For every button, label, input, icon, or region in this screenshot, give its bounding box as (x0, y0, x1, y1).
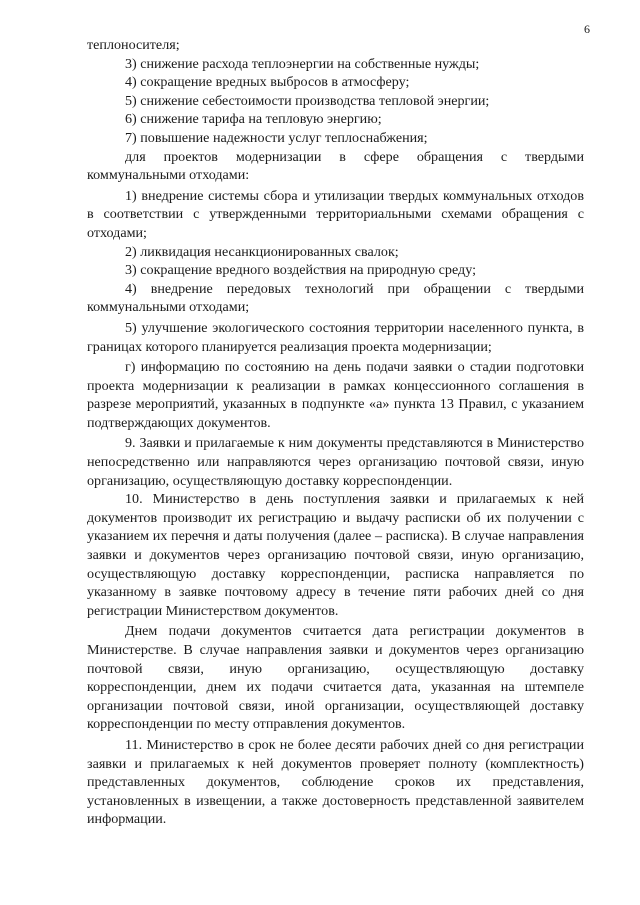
paragraph: 3) снижение расхода теплоэнергии на собственные нужды; (125, 55, 480, 72)
paragraph: 6) снижение тарифа на тепловую энергию; (125, 111, 382, 128)
paragraph: г) информацию по состоянию на день подачи заявки о стадии подготовки проекта модернизации к реализации в рамках концессионного соглашения в разрезе мероприятий, указанных в подпункте «а» пункта 13 Правил, с указанием подтверждающих документов. (87, 359, 584, 431)
document-body (87, 36, 584, 829)
paragraph: 11. Министерство в срок не более десяти рабочих дней со дня регистрации заявки и прилагаемых к ней документов проверяет полноту (комплектность) представленных документов, соблюдение сроков их представления, установленных в извещении, а также достоверность представленной заявителем информации. (87, 736, 584, 828)
page-number: 6 (584, 22, 590, 36)
paragraph: 10. Министерство в день поступления заявки и прилагаемых к ней документов производит их регистрацию и выдачу расписки об их получении с указанием их перечня и даты получения (далее – расписка). В случае направления заявки и документов через организацию почтовой связи, иную организацию, осуществляющую доставку корреспонденции, расписка направляется по указанному в заявке почтовому адресу в течение пяти рабочих дней со дня регистрации Министерством документов. (87, 491, 584, 619)
paragraph: 4) внедрение передовых технологий при обращении с твердыми коммунальными отходами; (87, 280, 584, 316)
paragraph: Днем подачи документов считается дата регистрации документов в Министерстве. В случае направления заявки и документов через организацию почтовой связи, иную организацию, осуществляющую доставку корреспонденции, днем их подачи считается дата, указанная на штемпеле организации почтовой связи, иной организации, осуществляющей доставку корреспонденции по месту отправления документов. (87, 623, 584, 733)
paragraph: 9. Заявки и прилагаемые к ним документы представляются в Министерство непосредственно или направляются через организацию почтовой связи, иную организацию, осуществляющую доставку корреспонденции. (87, 435, 584, 489)
paragraph: теплоносителя; (87, 37, 180, 53)
paragraph: 4) сокращение вредных выбросов в атмосферу; (125, 74, 410, 91)
paragraph: 3) сокращение вредного воздействия на природную среду; (125, 262, 476, 279)
paragraph: 5) улучшение экологического состояния территории населенного пункта, в границах которого планируется реализация проекта модернизации; (87, 319, 584, 355)
paragraph: 2) ликвидация несанкционированных свалок; (125, 243, 399, 260)
paragraph: 7) повышение надежности услуг теплоснабжения; (125, 129, 428, 146)
paragraph: 1) внедрение системы сбора и утилизации твердых коммунальных отходов в соответствии с утвержденными территориальными схемами обращения с отходами; (87, 187, 584, 241)
paragraph: для проектов модернизации в сфере обращения с твердыми коммунальными отходами: (87, 148, 584, 184)
paragraph: 5) снижение себестоимости производства тепловой энергии; (125, 92, 490, 109)
